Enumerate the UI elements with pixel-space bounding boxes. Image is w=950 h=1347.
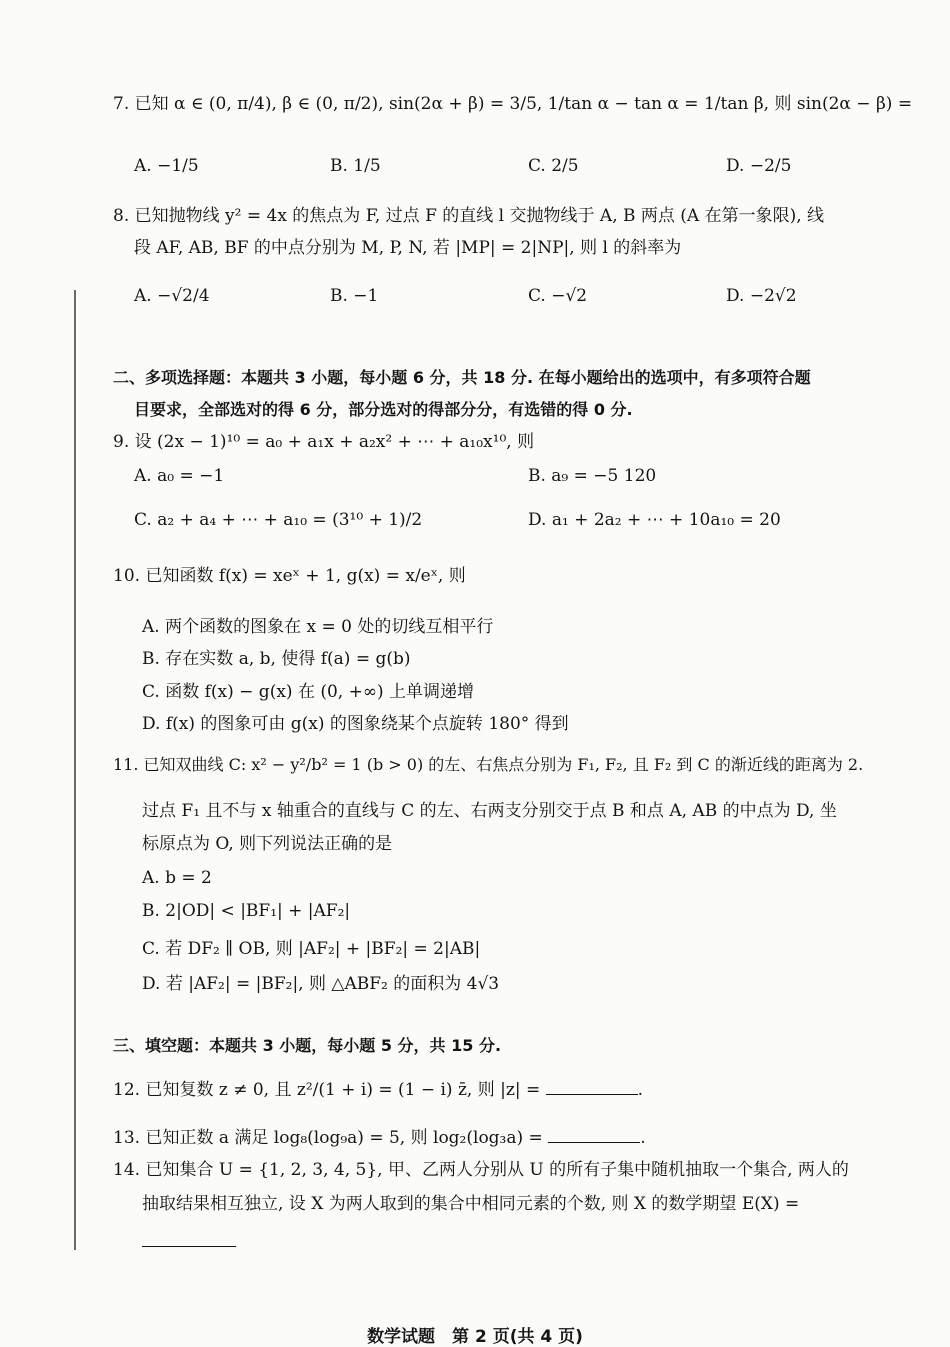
q12-answer-blank[interactable] — [546, 1093, 638, 1095]
q12-text: 12. 已知复数 z ≠ 0, 且 z²/(1 + i) = (1 − i) z̄, 则 |z| = — [113, 1080, 541, 1100]
question-8-line1: 8. 已知抛物线 y² = 4x 的焦点为 F, 过点 F 的直线 l 交抛物线于 A, B 两点 (A 在第一象限), 线 — [113, 206, 825, 226]
q8-option-a: A. −√2/4 — [134, 286, 210, 306]
q10-option-a: A. 两个函数的图象在 x = 0 处的切线互相平行 — [142, 617, 494, 637]
q7-option-c: C. 2/5 — [528, 156, 579, 176]
q14-answer-blank[interactable] — [142, 1246, 236, 1247]
question-14-line1: 14. 已知集合 U = {1, 2, 3, 4, 5}, 甲、乙两人分别从 U 的所有子集中随机抽取一个集合, 两人的 — [113, 1160, 849, 1180]
q8-option-d: D. −2√2 — [726, 286, 797, 306]
q11-option-a: A. b = 2 — [142, 868, 212, 888]
q11-option-c: C. 若 DF₂ ∥ OB, 则 |AF₂| + |BF₂| = 2|AB| — [142, 939, 481, 959]
q8-option-c: C. −√2 — [528, 286, 588, 306]
question-11-line2: 过点 F₁ 且不与 x 轴重合的直线与 C 的左、右两支分别交于点 B 和点 A, AB 的中点为 D, 坐 — [142, 801, 837, 821]
question-11-line1: 11. 已知双曲线 C: x² − y²/b² = 1 (b > 0) 的左、右焦点分别为 F₁, F₂, 且 F₂ 到 C 的渐近线的距离为 2. — [113, 755, 864, 774]
q10-option-d: D. f(x) 的图象可由 g(x) 的图象绕某个点旋转 180° 得到 — [142, 714, 569, 734]
question-8-line2: 段 AF, AB, BF 的中点分别为 M, P, N, 若 |MP| = 2|NP|, 则 l 的斜率为 — [134, 238, 682, 258]
question-14-line2: 抽取结果相互独立, 设 X 为两人取到的集合中相同元素的个数, 则 X 的数学期望 E(X) = — [142, 1194, 800, 1214]
question-10-stem: 10. 已知函数 f(x) = xeˣ + 1, g(x) = x/eˣ, 则 — [113, 566, 466, 586]
q10-option-b: B. 存在实数 a, b, 使得 f(a) = g(b) — [142, 649, 411, 669]
page-footer: 数学试题 第 2 页(共 4 页) — [367, 1327, 583, 1347]
q7-option-a: A. −1/5 — [134, 156, 199, 176]
q9-option-c: C. a₂ + a₄ + ⋯ + a₁₀ = (3¹⁰ + 1)/2 — [134, 510, 423, 530]
q13-text: 13. 已知正数 a 满足 log₈(log₉a) = 5, 则 log₂(log₃a) = — [113, 1128, 543, 1148]
section-2-title-cont: 目要求，全部选对的得 6 分，部分选对的得部分分，有选错的得 0 分. — [134, 400, 633, 419]
q8-option-b: B. −1 — [330, 286, 379, 306]
question-11-line3: 标原点为 O, 则下列说法正确的是 — [142, 834, 393, 854]
question-7-stem: 7. 已知 α ∈ (0, π/4), β ∈ (0, π/2), sin(2α + β) = 3/5, 1/tan α − tan α = 1/tan β, 则 sin(2α − β) = — [113, 94, 913, 114]
q13-period: . — [640, 1128, 646, 1148]
binding-margin-line — [74, 290, 76, 1250]
q9-option-d: D. a₁ + 2a₂ + ⋯ + 10a₁₀ = 20 — [528, 510, 781, 530]
question-12 — [113, 1080, 643, 1101]
q9-option-b: B. a₉ = −5 120 — [528, 466, 657, 486]
q7-option-b: B. 1/5 — [330, 156, 381, 176]
q11-option-d: D. 若 |AF₂| = |BF₂|, 则 △ABF₂ 的面积为 4√3 — [142, 974, 500, 994]
q9-option-a: A. a₀ = −1 — [134, 466, 225, 486]
section-3-title: 三、填空题：本题共 3 小题，每小题 5 分，共 15 分. — [113, 1036, 502, 1055]
section-2-title: 二、多项选择题：本题共 3 小题，每小题 6 分，共 18 分. 在每小题给出的选项中，有多项符合题 — [113, 368, 811, 387]
q7-option-d: D. −2/5 — [726, 156, 792, 176]
q13-answer-blank[interactable] — [548, 1141, 640, 1143]
question-13 — [113, 1128, 646, 1149]
question-9-stem: 9. 设 (2x − 1)¹⁰ = a₀ + a₁x + a₂x² + ⋯ + a₁₀x¹⁰, 则 — [113, 432, 535, 452]
q10-option-c: C. 函数 f(x) − g(x) 在 (0, +∞) 上单调递增 — [142, 682, 475, 702]
q12-period: . — [637, 1080, 644, 1100]
q11-option-b: B. 2|OD| < |BF₁| + |AF₂| — [142, 901, 351, 921]
